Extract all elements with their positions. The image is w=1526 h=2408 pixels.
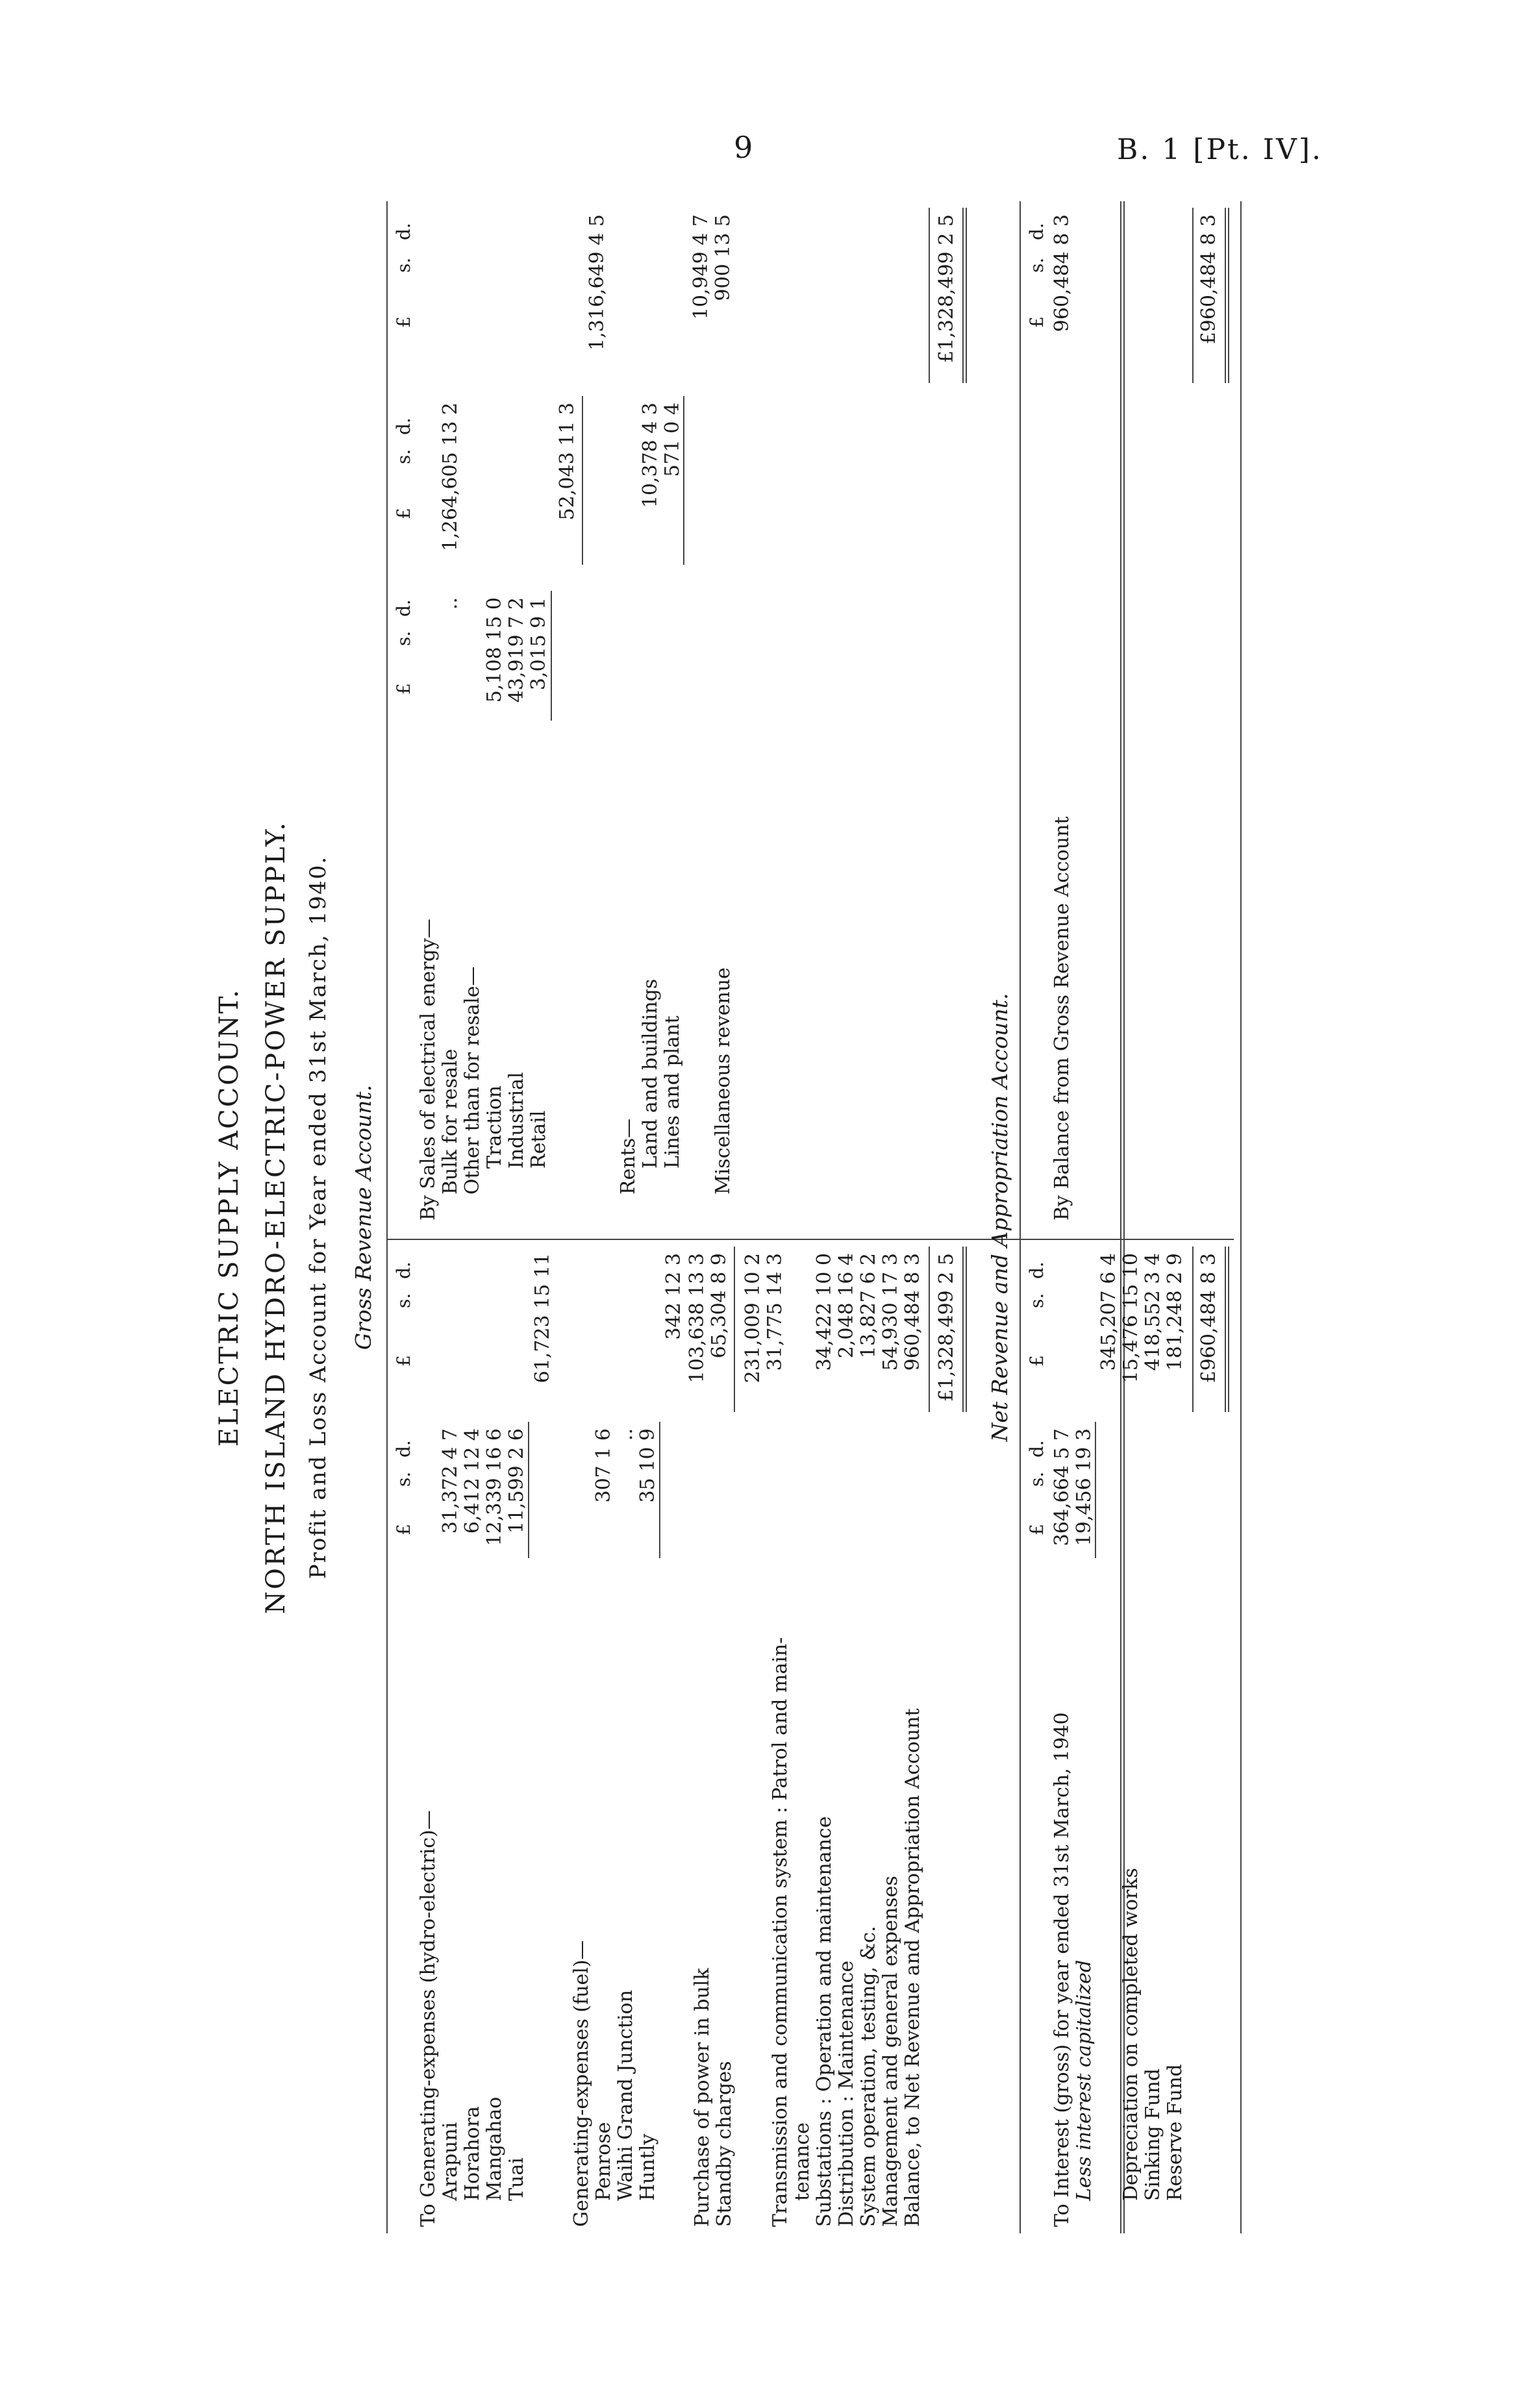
debit-label: Mangahao <box>483 2096 506 2201</box>
account-subtitle: NORTH ISLAND HYDRO-ELECTRIC-POWER SUPPLY. <box>261 820 291 1615</box>
rule <box>551 591 552 721</box>
debit-amount: 13,827 6 2 <box>857 1253 880 1359</box>
debit-label: Tuai <box>505 2157 528 2201</box>
debit-label: Huntly <box>636 2133 659 2201</box>
credit-total: £1,328,499 2 5 <box>935 214 958 364</box>
net-credit-label: By Balance from Gross Revenue Account <box>1051 816 1073 1221</box>
net-credit-total: £960,484 8 3 <box>1197 214 1220 345</box>
rule <box>962 1247 964 1412</box>
rule <box>1019 201 1021 2233</box>
credit-amount: 10,378 4 3 <box>639 403 662 508</box>
net-debit-amount: 364,664 5 7 <box>1051 1428 1073 1546</box>
col-head-pence: d. <box>393 417 414 435</box>
col-head-pounds: £ <box>393 316 414 328</box>
credit-amount: .. <box>439 597 462 610</box>
debit-label: Standby charges <box>713 2061 736 2227</box>
credit-label: Retail <box>527 1110 550 1169</box>
rule <box>929 1247 930 1412</box>
col-head-shillings: s. <box>393 257 414 273</box>
col-head-shillings: s. <box>1026 1471 1047 1487</box>
credit-label: Traction <box>483 1085 506 1169</box>
credit-amount: 5,108 15 0 <box>483 597 506 703</box>
debit-amount: 31,372 4 7 <box>439 1428 462 1534</box>
net-debit-amount: 15,476 15 10 <box>1119 1253 1142 1384</box>
debit-label: Waihi Grand Junction <box>614 1990 637 2201</box>
debit-total: £1,328,499 2 5 <box>935 1253 958 1402</box>
debit-label: Arapuni <box>439 2122 462 2201</box>
col-head-shillings: s. <box>393 449 414 464</box>
col-head-pence: d. <box>1026 1440 1047 1458</box>
debit-amount: 103,638 13 3 <box>686 1253 708 1384</box>
debit-label: System operation, testing, &c. <box>857 1926 880 2227</box>
credit-label: Rents— <box>617 1118 640 1195</box>
credit-label: Land and buildings <box>639 978 662 1169</box>
col-head-pounds: £ <box>1026 316 1047 328</box>
net-credit-amount: 960,484 8 3 <box>1051 214 1073 332</box>
col-head-pence: d. <box>1026 223 1047 240</box>
debit-amount: .. <box>614 1428 637 1441</box>
col-head-pounds: £ <box>393 508 414 519</box>
debit-subtotal: 342 12 3 <box>662 1253 685 1340</box>
debit-label: Distribution : Maintenance <box>835 1960 858 2227</box>
rule <box>582 396 583 565</box>
col-head-shillings: s. <box>1026 257 1047 273</box>
debit-amount: 231,009 10 2 <box>742 1253 764 1384</box>
col-head-shillings: s. <box>1026 1293 1047 1308</box>
col-head-pounds: £ <box>1026 1524 1047 1535</box>
gross-revenue-heading: Gross Revenue Account. <box>351 1084 376 1350</box>
net-debit-amount: 181,248 2 9 <box>1164 1253 1186 1371</box>
col-head-pence: d. <box>393 223 414 240</box>
debit-amount: 11,599 2 6 <box>505 1428 528 1534</box>
credit-subtotal: 10,949 4 7 <box>690 214 712 320</box>
rule <box>1095 1422 1096 1558</box>
col-head-pounds: £ <box>393 683 414 695</box>
debit-label: Balance, to Net Revenue and Appropriation Account <box>901 1708 924 2227</box>
credit-amount: 571 0 4 <box>661 403 684 477</box>
col-head-shillings: s. <box>393 1293 414 1308</box>
rule <box>1228 208 1229 383</box>
debit-label: Purchase of power in bulk <box>691 1968 714 2227</box>
debit-amount: 54,930 17 3 <box>879 1253 902 1371</box>
credit-label: Industrial <box>505 1072 528 1169</box>
credit-subtotal: 52,043 11 3 <box>556 403 579 521</box>
debit-label: Management and general expenses <box>879 1876 902 2227</box>
rule <box>1192 1247 1194 1412</box>
net-debit-label: To Interest (gross) for year ended 31st March, 1940 <box>1051 1712 1073 2227</box>
rule <box>386 201 388 2233</box>
credit-label: By Sales of electrical energy— <box>417 919 440 1221</box>
debit-label: Horahora <box>461 2105 484 2201</box>
col-head-pounds: £ <box>393 1524 414 1535</box>
credit-label: Bulk for resale <box>439 1049 462 1195</box>
debit-label: To Generating-expenses (hydro-electric)— <box>417 1810 440 2227</box>
credit-amount: 3,015 9 1 <box>527 597 550 691</box>
net-debit-label: Sinking Fund <box>1142 2068 1164 2201</box>
page-reference: B. 1 [Pt. IV]. <box>1117 133 1323 166</box>
rule <box>1225 1247 1226 1412</box>
account-title: ELECTRIC SUPPLY ACCOUNT. <box>214 987 244 1447</box>
debit-amount: 35 10 9 <box>636 1428 659 1503</box>
col-head-pence: d. <box>1026 1261 1047 1279</box>
net-debit-amount: 19,456 19 3 <box>1073 1428 1095 1546</box>
debit-amount: 2,048 16 4 <box>835 1253 858 1359</box>
credit-amount: 900 13 5 <box>712 214 734 301</box>
rule <box>966 1247 967 1412</box>
credit-amount: 43,919 7 2 <box>505 597 528 703</box>
col-head-pounds: £ <box>1026 1355 1047 1367</box>
rule <box>962 208 964 383</box>
debit-amount: 307 1 6 <box>592 1428 615 1503</box>
rule <box>683 396 684 565</box>
net-debit-amount: 418,552 3 4 <box>1142 1253 1164 1371</box>
rotated-account-sheet <box>214 201 1286 2233</box>
net-debit-label: Reserve Fund <box>1164 2064 1186 2201</box>
page-number: 9 <box>734 130 753 165</box>
rule <box>966 208 967 383</box>
rule <box>734 1247 735 1412</box>
rule <box>528 1422 529 1558</box>
credit-label: Other than for resale— <box>461 966 484 1195</box>
debit-amount: 960,484 8 3 <box>901 1253 924 1371</box>
net-debit-label: Less interest capitalized <box>1073 1959 1095 2201</box>
debit-label: tenance <box>791 2122 814 2201</box>
net-revenue-heading: Net Revenue and Appropriation Account. <box>987 993 1012 1442</box>
net-debit-total: £960,484 8 3 <box>1197 1253 1220 1384</box>
debit-amount: 34,422 10 0 <box>813 1253 836 1371</box>
rule <box>1228 1247 1229 1412</box>
rule <box>1019 1239 1234 1240</box>
col-head-pence: d. <box>393 1440 414 1458</box>
debit-label: Transmission and communication system : Patrol and main- <box>769 1637 792 2227</box>
rule <box>929 208 930 383</box>
col-head-shillings: s. <box>393 1471 414 1487</box>
debit-label: Generating-expenses (fuel)— <box>570 1940 593 2227</box>
col-head-pounds: £ <box>393 1355 414 1367</box>
col-head-pence: d. <box>393 599 414 617</box>
col-head-shillings: s. <box>393 630 414 646</box>
credit-label: Lines and plant <box>661 1015 684 1169</box>
credit-amount: 1,264,605 13 2 <box>439 403 462 552</box>
rule <box>1240 201 1242 2233</box>
net-debit-label: Depreciation on completed works <box>1119 1868 1142 2201</box>
credit-subtotal: 1,316,649 4 5 <box>586 214 608 351</box>
debit-amount: 65,304 8 9 <box>708 1253 731 1359</box>
debit-label: Substations : Operation and maintenance <box>813 1816 836 2227</box>
credit-label: Miscellaneous revenue <box>712 967 734 1195</box>
col-head-pence: d. <box>393 1261 414 1279</box>
net-debit-subtotal: 345,207 6 4 <box>1097 1253 1120 1371</box>
rule <box>1192 208 1194 383</box>
debit-subtotal: 61,723 15 11 <box>531 1253 554 1384</box>
rule <box>1225 208 1226 383</box>
debit-label: Penrose <box>592 2122 615 2201</box>
rule <box>659 1422 660 1558</box>
debit-amount: 12,339 16 6 <box>483 1428 506 1546</box>
account-period: Profit and Loss Account for Year ended 31st March, 1940. <box>305 855 331 1580</box>
debit-amount: 31,775 14 3 <box>764 1253 786 1371</box>
debit-amount: 6,412 12 4 <box>461 1428 484 1534</box>
